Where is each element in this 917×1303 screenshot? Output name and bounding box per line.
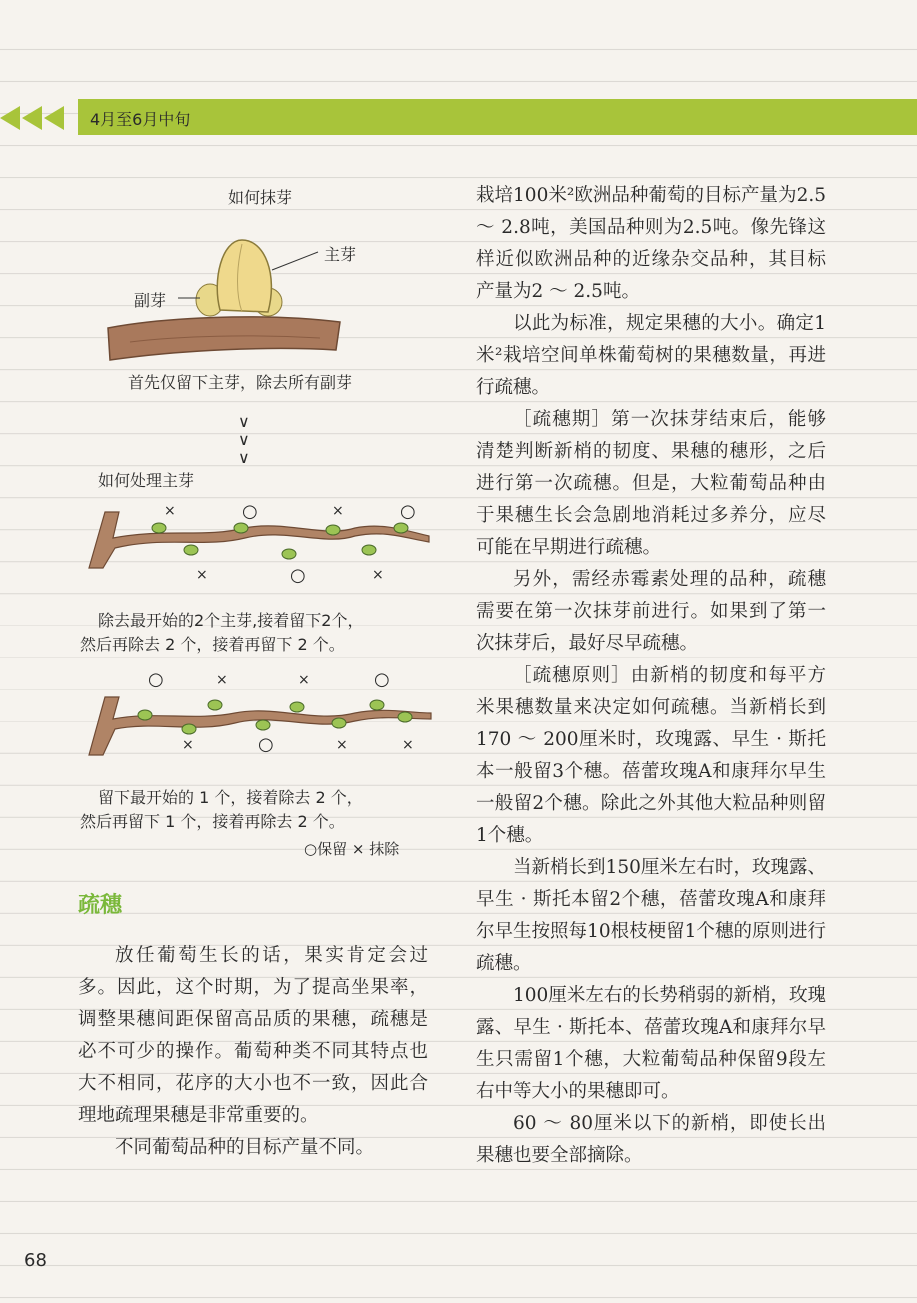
remove-mark: × (164, 503, 176, 519)
side-bud-label: 副芽 (134, 291, 167, 310)
keep-mark: ○ (400, 501, 416, 522)
remove-mark: × (196, 567, 208, 583)
paragraph: ［疏穗期］第一次抹芽结束后，能够清楚判断新梢的韧度、果穗的穗形，之后进行第一次疏穗。但是，大粒葡萄品种由于果穗生长会急剧地消耗过多养分，应尽可能在早期进行疏穗。 (476, 409, 826, 558)
triangle-arrows-icon (0, 104, 72, 132)
remove-mark: × (332, 503, 344, 519)
keep-mark: ○ (242, 501, 258, 522)
paragraph: ［疏穗原则］由新梢的韧度和每平方米果穗数量来决定如何疏穗。当新梢长到170 ～ 200厘米时，玫瑰露、早生 · 斯托本一般留3个穗。蓓蕾玫瑰A和康拜尔早生一般留2个穗。除此之外其他大粒品种则留1个穗。 (476, 665, 826, 846)
main-bud-label: 主芽 (324, 245, 357, 264)
keep-mark: ○ (290, 565, 306, 586)
keep-mark: ○ (148, 669, 164, 690)
caption-2-line-2: 然后再除去 2 个，接着再留下 2 个。 (80, 635, 345, 654)
chapter-title: 4月至6月中旬 (90, 110, 191, 129)
paragraph: 不同葡萄品种的目标产量不同。 (115, 1137, 375, 1158)
caption-1: 首先仅留下主芽，除去所有副芽 (128, 373, 353, 392)
caption-3-line-2: 然后再留下 1 个，接着再除去 2 个。 (80, 812, 345, 831)
page-number: 68 (24, 1250, 47, 1271)
right-body (476, 180, 826, 1172)
section-title: 疏穗 (78, 893, 123, 918)
caption-3-line-1: 留下最开始的 1 个，接着除去 2 个， (98, 788, 363, 807)
illustration-subtitle: 如何处理主芽 (98, 471, 195, 490)
keep-mark: ○ (374, 669, 390, 690)
paragraph: 以此为标准，规定果穗的大小。确定1米²栽培空间单株葡萄树的果穗数量，再进行疏穗。 (476, 313, 826, 398)
chapter-header (78, 99, 917, 135)
remove-mark: × (372, 567, 384, 583)
keep-mark: ○ (258, 734, 274, 755)
caption-2-line-1: 除去最开始的2个主芽,接着留下2个， (98, 611, 364, 630)
paragraph: 栽培100米²欧洲品种葡萄的目标产量为2.5 ～ 2.8吨，美国品种则为2.5吨。像先锋这样近似欧洲品种的近缘杂交品种，其目标产量为2 ～ 2.5吨。 (476, 185, 826, 302)
remove-mark: × (402, 737, 414, 753)
paragraph: 另外，需经赤霉素处理的品种，疏穗需要在第一次抹芽前进行。如果到了第一次抹芽后，最好尽早疏穗。 (476, 569, 826, 654)
chevron-down-icon: ∨ ∨ ∨ (238, 412, 250, 467)
paragraph: 100厘米左右的长势稍弱的新梢，玫瑰露、早生 · 斯托本、蓓蕾玫瑰A和康拜尔早生只需留1个穗，大粒葡萄品种保留9段左右中等大小的果穗即可。 (476, 985, 826, 1102)
paragraph: 当新梢长到150厘米左右时，玫瑰露、早生 · 斯托本留2个穗，蓓蕾玫瑰A和康拜尔早生按照每10根枝梗留1个穗的原则进行疏穗。 (476, 857, 826, 974)
illustration-title: 如何抹芽 (228, 188, 293, 207)
paragraph: 60 ～ 80厘米以下的新梢，即使长出果穗也要全部摘除。 (476, 1113, 826, 1166)
remove-mark: × (298, 672, 310, 688)
left-body (78, 940, 428, 1164)
remove-mark: × (182, 737, 194, 753)
legend: ○保留 × 抹除 (304, 840, 400, 858)
paragraph: 放任葡萄生长的话，果实肯定会过多。因此，这个时期，为了提高坐果率，调整果穗间距保留高品质的果穗，疏穗是必不可少的操作。葡萄种类不同其特点也大不相同，花序的大小也不一致，因此合理地疏理果穗是非常重要的。 (78, 945, 428, 1126)
remove-mark: × (216, 672, 228, 688)
remove-mark: × (336, 737, 348, 753)
